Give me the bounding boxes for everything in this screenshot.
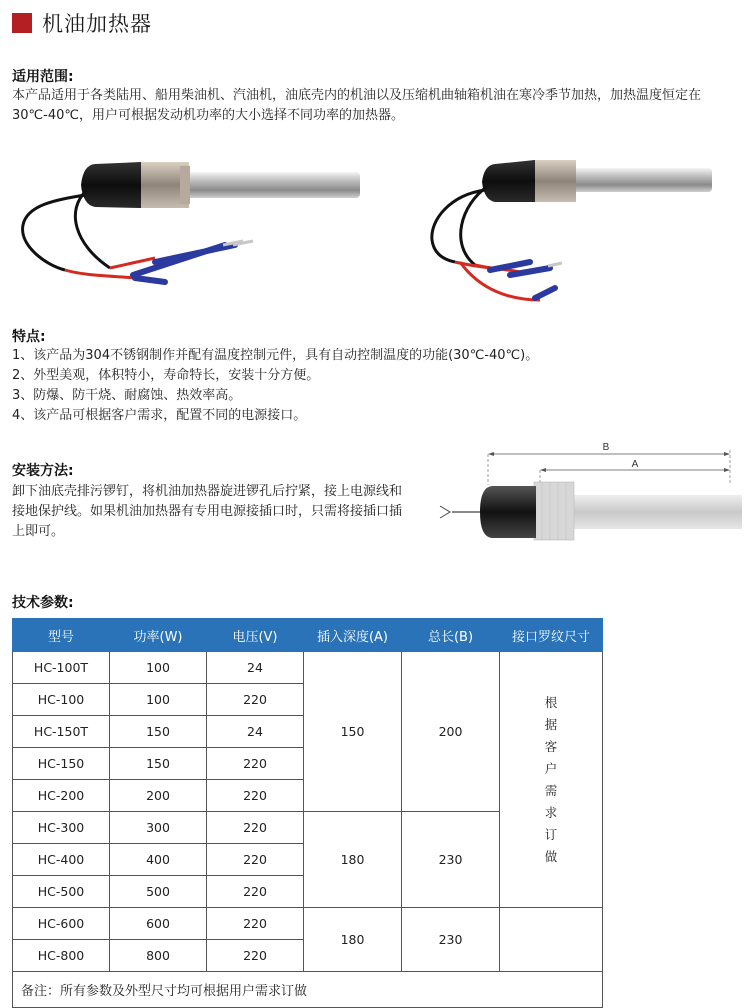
length-cell: 230 bbox=[402, 812, 500, 908]
table-row bbox=[13, 652, 603, 684]
depth-cell: 150 bbox=[304, 652, 402, 812]
model-cell: HC-400 bbox=[13, 844, 110, 876]
col-header-depth: 插入深度(A) bbox=[304, 619, 402, 652]
power-cell: 600 bbox=[110, 908, 207, 940]
product-photo-left bbox=[15, 150, 365, 300]
model-cell: HC-500 bbox=[13, 876, 110, 908]
model-cell: HC-150 bbox=[13, 748, 110, 780]
table-footnote: 备注：所有参数及外型尺寸均可根据用户需求订做 bbox=[13, 972, 603, 1008]
model-cell: HC-300 bbox=[13, 812, 110, 844]
col-header-model: 型号 bbox=[13, 619, 110, 652]
table-row bbox=[13, 908, 603, 940]
depth-cell: 180 bbox=[304, 908, 402, 972]
features-list bbox=[12, 346, 740, 426]
feature-item: 1、该产品为304不锈钢制作并配有温度控制元件，具有自动控制温度的功能(30℃-40℃)。 bbox=[12, 348, 539, 363]
voltage-cell: 24 bbox=[207, 716, 304, 748]
model-cell: HC-600 bbox=[13, 908, 110, 940]
power-cell: 500 bbox=[110, 876, 207, 908]
thread-note-char: 据 bbox=[544, 716, 558, 732]
power-cell: 200 bbox=[110, 780, 207, 812]
title-bar bbox=[12, 10, 152, 36]
depth-cell: 180 bbox=[304, 812, 402, 908]
thread-note-cell bbox=[500, 652, 603, 908]
col-header-thread: 接口罗纹尺寸 bbox=[500, 619, 603, 652]
voltage-cell: 220 bbox=[207, 780, 304, 812]
power-cell: 100 bbox=[110, 652, 207, 684]
power-cell: 400 bbox=[110, 844, 207, 876]
thread-empty-cell bbox=[500, 908, 603, 972]
install-text: 卸下油底壳排污锣钉，将机油加热器旋进锣孔后拧紧，接上电源线和接地保护线。如果机油加热器有专用电源接插口时，只需将接插口插上即可。 bbox=[12, 484, 403, 539]
length-cell: 200 bbox=[402, 652, 500, 812]
features-heading: 特点: bbox=[12, 329, 46, 345]
feature-item: 2、外型美观，体积特小，寿命特长，安装十分方便。 bbox=[12, 368, 320, 383]
thread-note-char: 做 bbox=[544, 848, 558, 864]
thread-note-char: 订 bbox=[544, 826, 558, 842]
install-heading: 安装方法: bbox=[12, 463, 74, 479]
scope-text: 本产品适用于各类陆用、船用柴油机、汽油机，油底壳内的机油以及压缩机曲轴箱机油在寒冷季节加热，加热温度恒定在30℃-40℃，用户可根据发动机功率的大小选择不同功率的加热器。 bbox=[12, 88, 702, 123]
thread-note-char: 根 bbox=[544, 694, 558, 710]
dimension-label-a: A bbox=[631, 459, 639, 470]
model-cell: HC-100T bbox=[13, 652, 110, 684]
thread-note-char: 求 bbox=[544, 804, 558, 820]
page-title: 机油加热器 bbox=[42, 12, 152, 36]
voltage-cell: 220 bbox=[207, 684, 304, 716]
power-cell: 300 bbox=[110, 812, 207, 844]
spec-table bbox=[12, 618, 603, 1008]
voltage-cell: 220 bbox=[207, 844, 304, 876]
col-header-length: 总长(B) bbox=[402, 619, 500, 652]
voltage-cell: 220 bbox=[207, 812, 304, 844]
scope-heading: 适用范围: bbox=[12, 69, 74, 85]
spec-header-row bbox=[13, 619, 603, 652]
model-cell: HC-100 bbox=[13, 684, 110, 716]
model-cell: HC-800 bbox=[13, 940, 110, 972]
power-cell: 100 bbox=[110, 684, 207, 716]
power-cell: 150 bbox=[110, 748, 207, 780]
thread-note-char: 客 bbox=[544, 738, 558, 754]
model-cell: HC-150T bbox=[13, 716, 110, 748]
power-cell: 150 bbox=[110, 716, 207, 748]
feature-item: 4、该产品可根据客户需求，配置不同的电源接口。 bbox=[12, 408, 307, 423]
voltage-cell: 220 bbox=[207, 748, 304, 780]
power-cell: 800 bbox=[110, 940, 207, 972]
thread-note-char: 需 bbox=[544, 782, 558, 798]
feature-item: 3、防爆、防干烧、耐腐蚀、热效率高。 bbox=[12, 388, 242, 403]
voltage-cell: 220 bbox=[207, 876, 304, 908]
voltage-cell: 24 bbox=[207, 652, 304, 684]
voltage-cell: 220 bbox=[207, 908, 304, 940]
length-cell: 230 bbox=[402, 908, 500, 972]
dimension-label-b: B bbox=[602, 442, 610, 453]
thread-note-text bbox=[501, 692, 601, 868]
title-marker bbox=[12, 13, 32, 33]
col-header-power: 功率(W) bbox=[110, 619, 207, 652]
product-photo-right bbox=[420, 150, 720, 310]
col-header-voltage: 电压(V) bbox=[207, 619, 304, 652]
specs-heading: 技术参数: bbox=[12, 595, 74, 611]
voltage-cell: 220 bbox=[207, 940, 304, 972]
model-cell: HC-200 bbox=[13, 780, 110, 812]
footnote-row bbox=[13, 972, 603, 1008]
thread-note-char: 户 bbox=[544, 760, 558, 776]
dimension-diagram bbox=[430, 440, 750, 560]
